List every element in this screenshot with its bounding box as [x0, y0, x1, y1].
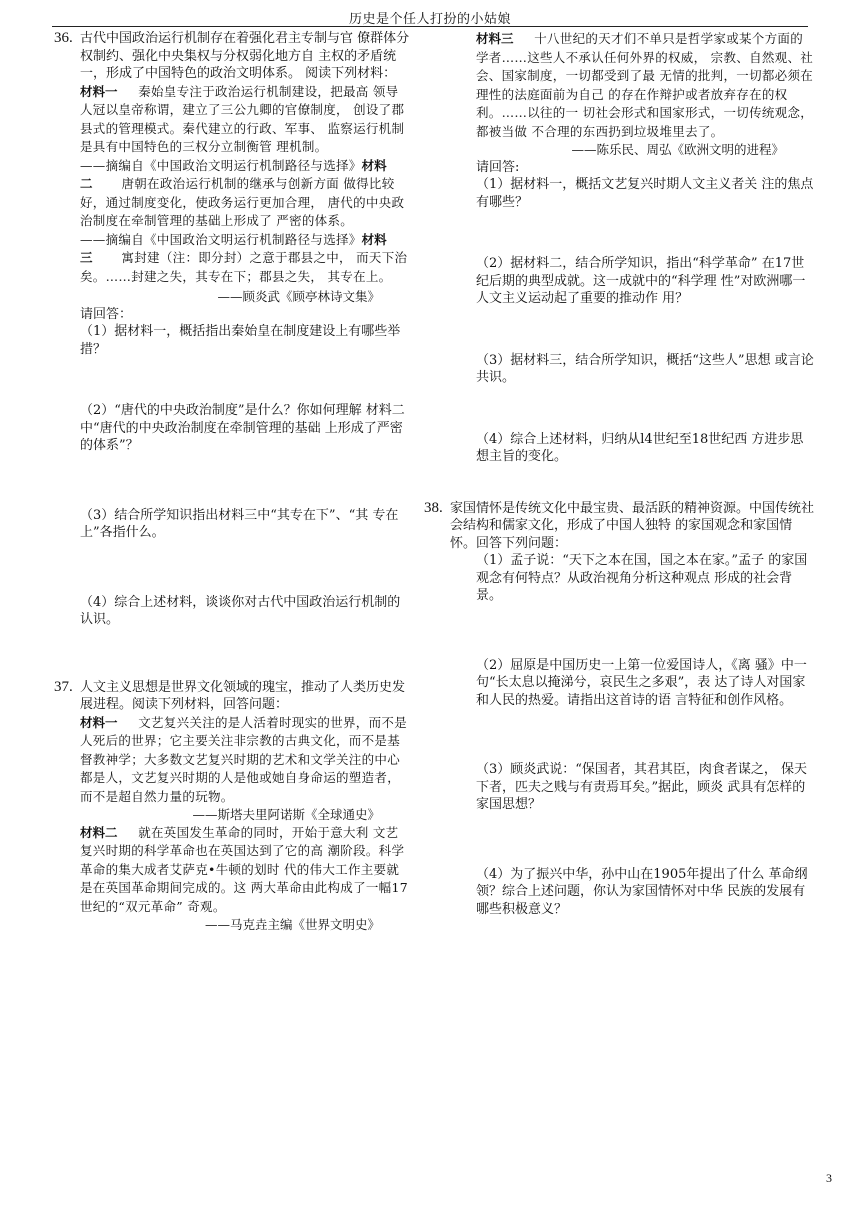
q37-material-2-source: ——马克垚主编《世界文明史》 [204, 917, 380, 932]
q36-material-1-label: 材料一 [80, 83, 118, 99]
question-37-continued [450, 30, 814, 466]
page-number: 3 [826, 1171, 832, 1185]
q36-sub-1: （1）据材料一，概括指出秦始皇在制度建设上有哪些举措？ [80, 324, 401, 357]
q38-sub-3: （3）顾炎武说：“保国者，其君其臣，肉食者谋之， 保天下者，匹夫之贱与有责焉耳矣。”据此，顾炎 武具有怎样的家国思想？ [476, 762, 808, 812]
q36-material-2-label: 材料二 [80, 157, 387, 191]
question-38-number: 38. [424, 499, 443, 516]
q37-sub-1: （1）据材料一，概括文艺复兴时期人文主义者关 注的焦点有哪些？ [476, 177, 814, 210]
q37-material-2-label: 材料二 [80, 824, 118, 840]
header-rule [52, 26, 808, 27]
right-column [424, 30, 815, 918]
question-37-number: 37. [54, 678, 73, 695]
question-36-number: 36. [54, 30, 73, 46]
left-column [54, 30, 410, 934]
q38-sub-1: （1）孟子说：“天下之本在国，国之本在家。”孟子 的家国观念有何特点？从政治视角分析这种观点 形成的社会背景。 [476, 553, 808, 603]
q37-prompt: 请回答: [476, 159, 520, 175]
q37-material-2 [54, 824, 410, 917]
q36-sub-2: （2）“唐代的中央政治制度”是什么？你如何理解 材料二中“唐代的中央政治制度在牵制管理的基础 上形成了严密的体系”？ [80, 403, 405, 453]
q36-material-1 [54, 83, 410, 157]
q37-material-1-source: ——斯塔夫里阿诺斯《全球通史》 [192, 807, 380, 822]
q36-material-3-text: 寓封建（注：即分封）之意于郡县之中， 而天下治矣。……封建之失，其专在下；郡县之失， 其专在上。 [80, 250, 408, 284]
q36-material-2-text: 唐朝在政治运行机制的继承与创新方面 做得比较好，通过制度变化，使政务运行更加合理， 唐代的中央政治制度在牵制管理的基础上形成了 严密的体系。 [80, 176, 405, 228]
q37-material-3-text: 十八世纪的天才们不单只是哲学家或某个方面的学者……这些人不承认任何外界的权威， 宗教、自然观、社会、国家制度，一切都受到了最 无情的批判，一切都必须在理性的法庭面前为自己 的存在作辩护或者放弃存在的权利。……以往的一 切社会形式和国家形式，一切传统观念，都被当做 不合理的东西扔到垃圾堆里去了。 [476, 31, 814, 139]
q36-material-3 [54, 231, 410, 287]
q36-material-2 [54, 157, 410, 231]
question-38 [424, 499, 815, 919]
page-header-title: 历史是个任人打扮的小姑娘 [348, 12, 511, 27]
q37-sub-3: （3）据材料三，结合所学知识，概括“这些人”思想 或言论共识。 [476, 352, 814, 385]
question-36-text: 古代中国政治运行机制存在着强化君主专制与官 僚群体分权制约、强化中央集权与分权弱化地方自 主权的矛盾统一，形成了中国特色的政治文明体系。 阅读下列材料： [80, 31, 410, 81]
q36-material-3-label: 材料三 [80, 231, 387, 265]
question-36-intro [54, 30, 410, 83]
question-38-text: 家国情怀是传统文化中最宝贵、最活跃的精神资源。中国传统社会结构和儒家文化，形成了中国人独特 的家国观念和家国情怀。回答下列问题： [450, 500, 815, 551]
q37-sub-2: （2）据材料二，结合所学知识，指出“科学革命” 在17世纪后期的典型成就。这一成就中的“科学理 性”对欧洲哪一人文主义运动起了重要的推动作 用？ [476, 256, 806, 306]
q38-sub-2: （2）屈原是中国历史一上第一位爱国诗人，《离 骚》中一句“长太息以掩涕兮，哀民生之多艰”，表 达了诗人对国家和人民的热爱。请指出这首诗的语 言特征和创作风格。 [476, 657, 807, 708]
q37-material-3-label: 材料三 [476, 31, 514, 46]
q36-material-1-source: ——摘编自《中国政治文明运行机制路径与选择》 [80, 157, 362, 173]
question-37-intro [54, 679, 410, 714]
q37-material-2-text: 就在英国发生革命的同时，开始于意大利 文艺复兴时期的科学革命也在英国达到了它的高 潮阶段。科学革命的集大成者艾萨克•牛顿的划时 代的伟大工作主要就是在英国革命期间完成的。这 两大革命由此构成了一幅17世纪的“双元革命” 奇观。 [80, 824, 408, 914]
q36-material-3-source: ——顾炎武《顾亭林诗文集》 [217, 289, 380, 304]
q36-prompt: 请回答： [80, 306, 133, 322]
q37-material-3 [450, 30, 814, 141]
q36-sub-3: （3）结合所学知识指出材料三中“其专在下”、“其 专在上”各指什么。 [80, 507, 399, 540]
q37-material-1-text: 文艺复兴关注的是人活着时现实的世界，而不是人死后的世界；它主要关注非宗教的古典文化，而不是基督教神学；大多数文艺复兴时期的艺术和文学关注的中心都是人，文艺复兴时期的人是他或她自身命运的塑造者，而不是超自然力量的玩物。 [80, 714, 407, 804]
q37-material-1 [54, 714, 410, 807]
question-37-text: 人文主义思想是世界文化领域的瑰宝，推动了人类历史发展进程。阅读下列材料，回答问题： [80, 679, 406, 712]
question-36 [54, 30, 410, 629]
question-37 [54, 679, 410, 934]
question-38-intro [424, 500, 814, 553]
q36-sub-4: （4）综合上述材料，谈谈你对古代中国政治运行机制的认识。 [80, 594, 401, 627]
q36-material-2-source: ——摘编自《中国政治文明运行机制路径与选择》 [80, 231, 362, 247]
q37-sub-4: （4）综合上述材料，归纳从l4世纪至18世纪西 方进步思想主旨的变化。 [476, 431, 804, 464]
q36-material-1-text: 秦始皇专注于政治运行机制建设，把最高 领导人冠以皇帝称谓，建立了三公九卿的官僚制度， 创设了郡县式的管理模式。秦代建立的行政、军事、 监察运行机制是具有中国特色的三权分立制衡管 理机制。 [80, 83, 405, 154]
q38-sub-4: （4）为了振兴中华，孙中山在1905年提出了什么 革命纲领？综合上述问题，你认为家国情怀对中华 民族的发展有哪些积极意义？ [476, 866, 808, 917]
q37-material-3-source: ——陈乐民、周弘《欧洲文明的进程》 [571, 142, 784, 157]
q37-material-1-label: 材料一 [80, 714, 118, 730]
